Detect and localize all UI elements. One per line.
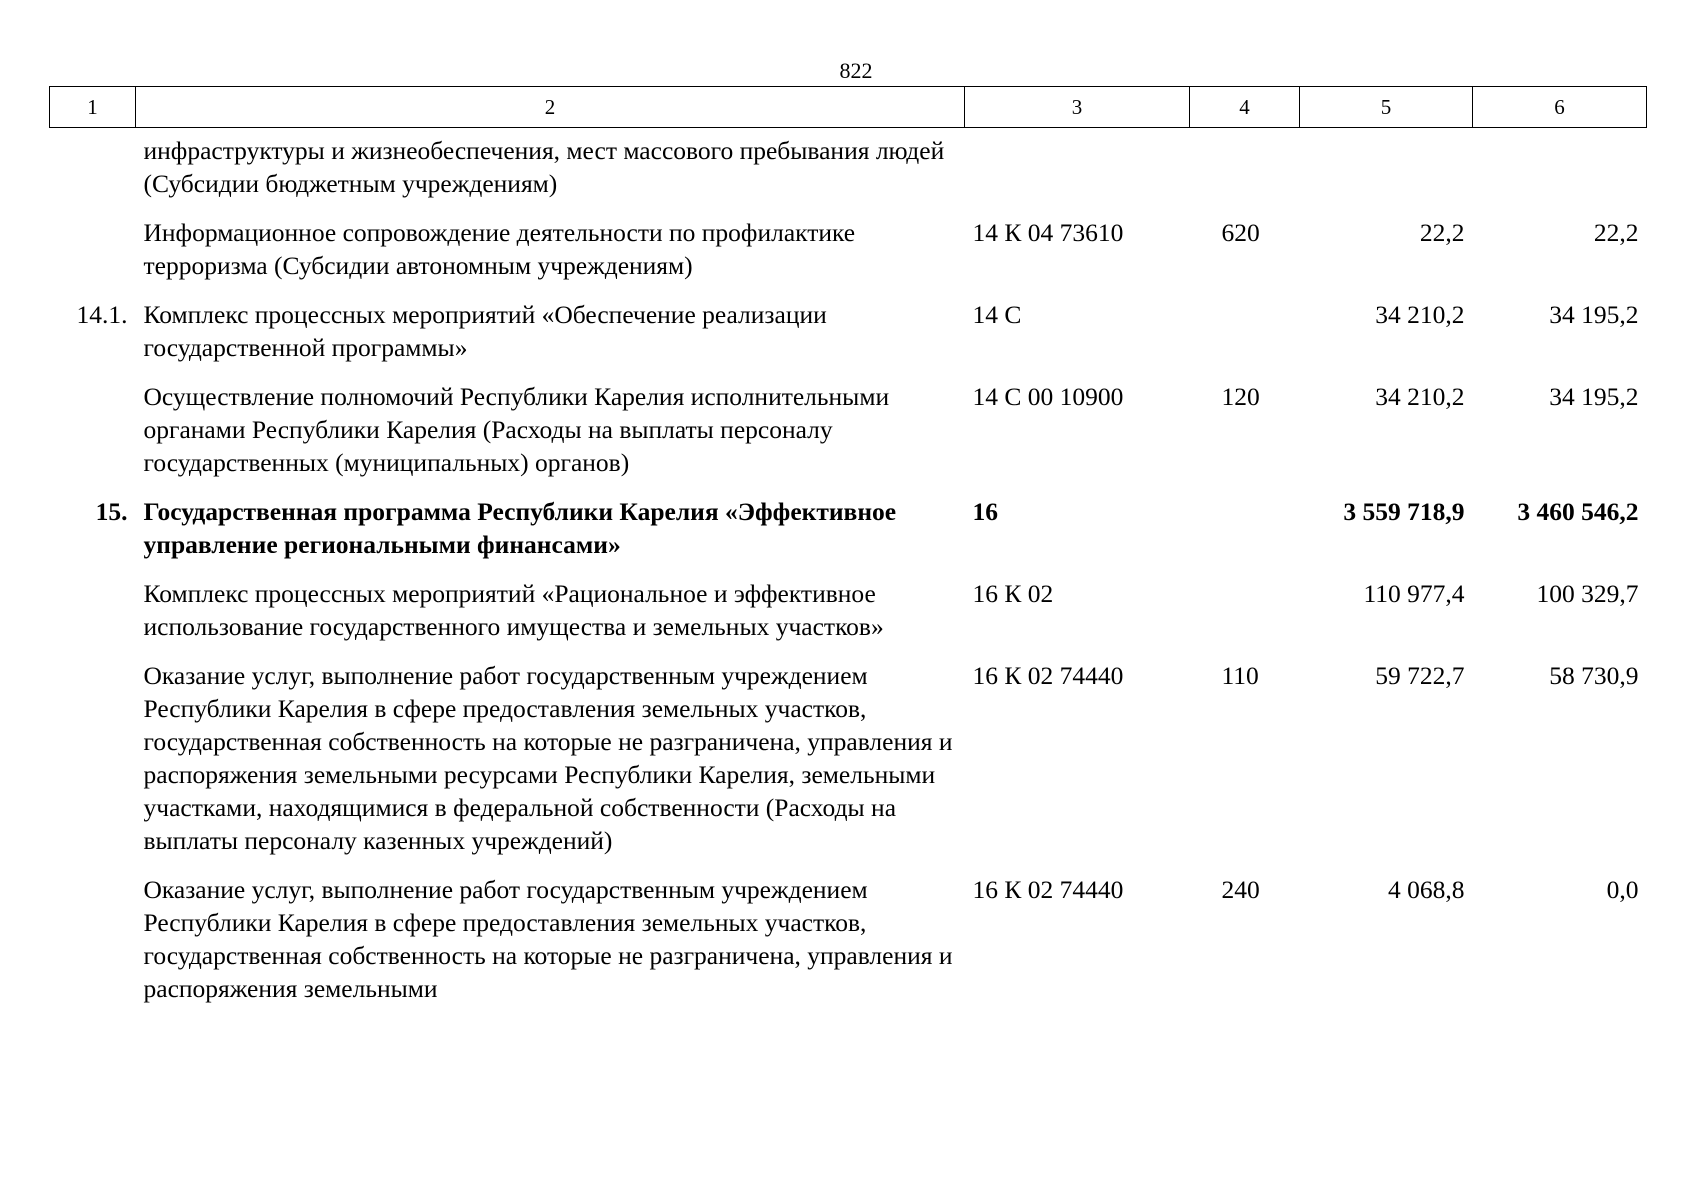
row-value-6: 3 460 546,2 [1517, 497, 1639, 526]
row-name: Информационное сопровождение деятельности по профилактике терроризма (Субсидии автономным учреждениям) [143, 218, 856, 280]
row-value-6: 58 730,9 [1549, 661, 1639, 690]
row-value-6 [1473, 128, 1647, 211]
row-index [50, 867, 136, 1015]
row-value-6: 34 195,2 [1549, 300, 1639, 329]
row-name: Оказание услуг, выполнение работ государственным учреждением Республики Карелия в сфере предоставления земельных участков, государственная собственность на которые не разграничена, управления и распоряжения земельными ресурсами Республики Карелия, земельными участками, находящимися в федеральной собственности (Расходы на выплаты персоналу казенных учреждений) [143, 661, 953, 855]
row-value-5: 59 722,7 [1375, 661, 1465, 690]
column-header-2: 2 [136, 87, 965, 128]
table-row [50, 374, 1647, 489]
row-expense-type: 120 [1221, 382, 1260, 411]
column-header-3: 3 [965, 87, 1190, 128]
row-expense-type: 620 [1221, 218, 1260, 247]
column-header-5: 5 [1300, 87, 1473, 128]
row-value-5: 34 210,2 [1375, 382, 1465, 411]
row-value-5: 34 210,2 [1375, 300, 1465, 329]
row-value-5 [1300, 128, 1473, 211]
row-code: 16 К 02 74440 [972, 661, 1124, 690]
row-value-5: 22,2 [1419, 218, 1465, 247]
budget-table [49, 86, 1647, 1015]
row-value-5: 110 977,4 [1363, 579, 1465, 608]
row-name: Комплекс процессных мероприятий «Обеспечение реализации государственной программы» [143, 300, 827, 362]
row-index: 14.1. [76, 300, 128, 329]
table-row [50, 489, 1647, 571]
table-row [50, 210, 1647, 292]
row-expense-type [1190, 571, 1300, 653]
row-code: 14 К 04 73610 [972, 218, 1124, 247]
row-index [50, 210, 136, 292]
table-row [50, 292, 1647, 374]
row-code: 14 С [972, 300, 1022, 329]
row-code: 16 К 02 [972, 579, 1054, 608]
row-value-5: 3 559 718,9 [1343, 497, 1465, 526]
row-expense-type [1190, 292, 1300, 374]
row-value-6: 100 329,7 [1536, 579, 1639, 608]
header-row [50, 87, 1647, 128]
table-row [50, 571, 1647, 653]
row-value-5: 4 068,8 [1388, 875, 1465, 904]
row-expense-type: 240 [1221, 875, 1260, 904]
row-expense-type: 110 [1221, 661, 1259, 690]
row-name: Оказание услуг, выполнение работ государственным учреждением Республики Карелия в сфере предоставления земельных участков, государственная собственность на которые не разграничена, управления и распоряжения земельными [143, 875, 953, 1003]
row-index [50, 128, 136, 211]
row-code: 16 К 02 74440 [972, 875, 1124, 904]
row-value-6: 34 195,2 [1549, 382, 1639, 411]
row-expense-type [1190, 128, 1300, 211]
column-header-6: 6 [1473, 87, 1647, 128]
row-name: Государственная программа Республики Карелия «Эффективное управление региональными финансами» [143, 497, 897, 559]
column-header-1: 1 [50, 87, 136, 128]
row-code: 14 С 00 10900 [972, 382, 1124, 411]
table-row [50, 128, 1647, 211]
row-index [50, 571, 136, 653]
row-index [50, 374, 136, 489]
row-value-6: 22,2 [1593, 218, 1639, 247]
table-body [50, 128, 1647, 1016]
row-index: 15. [95, 497, 128, 526]
row-index [50, 653, 136, 867]
column-header-4: 4 [1190, 87, 1300, 128]
row-value-6: 0,0 [1606, 875, 1639, 904]
table-row [50, 653, 1647, 867]
page-number: 822 [839, 58, 873, 83]
row-code [965, 128, 1190, 211]
table-row [50, 867, 1647, 1015]
row-name: инфраструктуры и жизнеобеспечения, мест массового пребывания людей (Субсидии бюджетным учреждениям) [143, 136, 945, 198]
row-expense-type [1190, 489, 1300, 571]
row-name: Осуществление полномочий Республики Карелия исполнительными органами Республики Карелия (Расходы на выплаты персоналу государственных (муниципальных) органов) [143, 382, 890, 477]
table-header [50, 87, 1647, 128]
row-code: 16 [972, 497, 998, 526]
row-name: Комплекс процессных мероприятий «Рациональное и эффективное использование государственного имущества и земельных участков» [143, 579, 884, 641]
